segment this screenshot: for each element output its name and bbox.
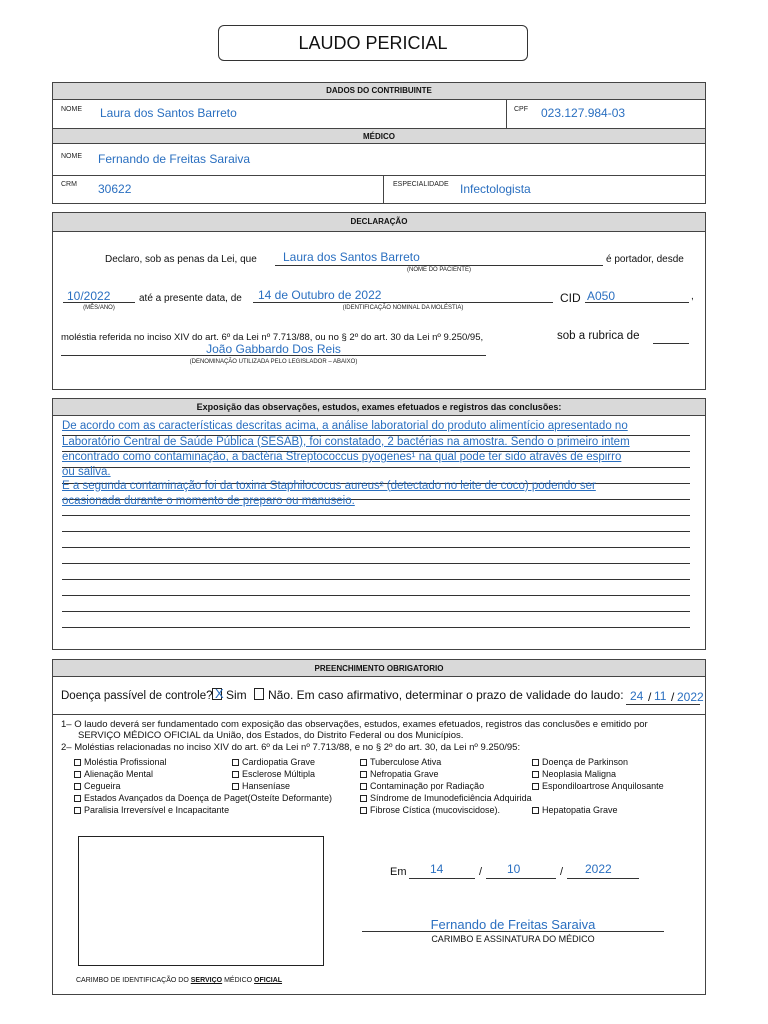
doenca-item[interactable]: Esclerose Múltipla — [232, 769, 315, 779]
nota-1: 1– O laudo deverá ser fundamentado com exposição das observações, estudos, exames efetuados, registros das conclusões e emitido por — [61, 719, 648, 730]
header-preenchimento: PREENCHIMENTO OBRIGATORIO — [53, 660, 705, 677]
cpf-label: CPF — [514, 106, 528, 113]
data-ano[interactable]: 2022 — [585, 862, 612, 876]
cpf-field[interactable]: 023.127.984-03 — [541, 106, 626, 120]
paciente-caption: (NOME DO PACIENTE) — [407, 267, 471, 273]
especialidade-field[interactable]: Infectologista — [460, 182, 531, 196]
title-box — [218, 25, 528, 61]
doenca-item[interactable]: Estados Avançados da Doença de Paget(Osteíte Deformante) — [74, 793, 332, 803]
em-label: Em — [390, 866, 407, 878]
doenca-item[interactable]: Nefropatia Grave — [360, 769, 439, 779]
assinatura-field[interactable]: Fernando de Freitas Saraiva — [430, 917, 596, 932]
sim-label: Sim — [226, 688, 247, 702]
data-dia[interactable]: 14 — [430, 862, 444, 876]
doenca-item[interactable]: Hanseníase — [232, 781, 290, 791]
validade-ano[interactable]: 2022 — [677, 690, 704, 704]
exposicao-text[interactable] — [62, 419, 690, 510]
exposicao-line: ou saliva. — [62, 465, 111, 478]
sim-check-mark: X — [215, 686, 224, 701]
pergunta-text: Doença passível de controle? — [61, 690, 213, 702]
section-contribuinte — [52, 82, 706, 204]
header-declaracao: DECLARAÇÃO — [53, 213, 705, 232]
cid-label: CID — [560, 291, 581, 305]
denominacao-field[interactable]: João Gabbardo Dos Reis — [206, 342, 341, 356]
header-contribuinte: DADOS DO CONTRIBUINTE — [53, 83, 705, 100]
validade-mes[interactable]: 11 — [654, 689, 667, 703]
molestia-field[interactable]: 14 de Outubro de 2022 — [258, 288, 382, 302]
doenca-item[interactable]: Cegueira — [74, 781, 121, 791]
nota-1b: SERVIÇO MÉDICO OFICIAL da União, dos Estados, do Distrito Federal ou dos Municípios. — [78, 730, 464, 741]
doenca-item[interactable]: Alienação Mental — [74, 769, 153, 779]
ate-text: até a presente data, de — [139, 293, 242, 304]
nao-checkbox[interactable] — [254, 688, 264, 700]
mes-ano-field[interactable]: 10/2022 — [67, 289, 111, 303]
header-medico: MÉDICO — [53, 128, 705, 144]
validade-dia[interactable]: 24 — [630, 689, 644, 703]
exposicao-line: Laboratório Central de Saúde Pública (SESAB), foi constatado, 2 bactérias na amostra. Sendo o primeiro intem — [62, 435, 630, 448]
doenca-item[interactable]: Hepatopatia Grave — [532, 805, 618, 815]
molestia-caption: (IDENTIFICAÇÃO NOMINAL DA MOLÉSTIA) — [342, 305, 464, 311]
nao-label: Não. Em caso afirmativo, determinar o prazo de validade do laudo: — [268, 688, 624, 702]
exposicao-line: ocasionada durante o momento de preparo ou manuseio. — [62, 495, 355, 507]
page-title: LAUDO PERICIAL — [298, 33, 448, 53]
exposicao-line: De acordo com as características descritas acima, a análise laboratorial do produto alimentício apresentado no — [62, 420, 628, 432]
doenca-item[interactable]: Espondiloartrose Anquilosante — [532, 781, 664, 791]
paciente-field[interactable]: Laura dos Santos Barreto — [283, 250, 420, 264]
medico-nome-label: NOME — [61, 153, 82, 160]
crm-field[interactable]: 30622 — [98, 182, 132, 196]
rubrica-text: sob a rubrica de — [557, 330, 640, 342]
especialidade-label: ESPECIALIDADE — [393, 181, 449, 188]
doenca-item[interactable]: Moléstia Profissional — [74, 757, 167, 767]
exposicao-line: encontrado como contaminação, a bactéria Streptococcus pyogenes¹ na qual pode ter sido através de espirro — [62, 451, 622, 463]
data-mes[interactable]: 10 — [507, 862, 521, 876]
exposicao-line: E a segunda contaminação foi da toxina Staphilococus aureus² (detectado no leite de coco) podendo ser — [62, 479, 596, 492]
carimbo-caption: CARIMBO DE IDENTIFICAÇÃO DO SERVIÇO MÉDICO OFICIAL — [76, 977, 283, 984]
doenca-item[interactable]: Síndrome de Imunodeficiência Adquirida — [360, 793, 532, 803]
assinatura-caption: CARIMBO E ASSINATURA DO MÉDICO — [431, 934, 595, 944]
nome-label: NOME — [61, 106, 82, 113]
portador-text: é portador, desde — [606, 254, 684, 265]
doenca-item[interactable]: Fibrose Cística (mucoviscidose). — [360, 805, 500, 815]
crm-label: CRM — [61, 181, 77, 188]
doenca-item[interactable]: Neoplasia Maligna — [532, 769, 616, 779]
contribuinte-nome-field[interactable]: Laura dos Santos Barreto — [100, 106, 237, 120]
carimbo-servico-box[interactable] — [78, 836, 324, 966]
declaro-text: Declaro, sob as penas da Lei, que — [105, 254, 257, 265]
medico-nome-field[interactable]: Fernando de Freitas Saraiva — [98, 152, 251, 166]
doenca-item[interactable]: Contaminação por Radiação — [360, 781, 484, 791]
molestia-text: moléstia referida no inciso XIV do art. 6º da Lei nº 7.713/88, ou no § 2º do art. 30 da Lei nº 9.250/95, — [61, 332, 484, 343]
nota-2: 2– Moléstias relacionadas no inciso XIV do art. 6º da Lei nº 7.713/88, e no § 2º do art. 30, da Lei nº 9.250/95: — [61, 742, 521, 753]
doenca-item[interactable]: Doença de Parkinson — [532, 757, 628, 767]
mes-ano-caption: (MÊS/ANO) — [83, 305, 115, 311]
doenca-item[interactable]: Cardiopatia Grave — [232, 757, 315, 767]
doenca-item[interactable]: Tuberculose Ativa — [360, 757, 441, 767]
section-declaracao: DECLARAÇÃO Declaro, sob as penas da Lei, que Laura dos Santos Barreto (NOME DO PACIENTE) é portador, desde 10/2022 (MÊS/ANO) até a presente data, de 14 de Outubro de 2022 (IDENTIFICAÇÃO NOMINAL DA MOLÉSTIA) CID A050 , moléstia referida no inciso XIV do art. 6º da Lei nº 7.713/88, ou no § 2º do art. 30 da Lei nº 9.250/95, sob a rubrica de João Gabbardo Dos Reis (DENOMINAÇÃO UTILIZADA PELO LEGISLADOR – ABAIXO) — [52, 212, 706, 390]
header-exposicao: Exposição das observações, estudos, exames efetuados e registros das conclusões: — [53, 399, 705, 416]
cid-field[interactable]: A050 — [587, 289, 616, 303]
doenca-item[interactable]: Paralisia Irreversível e Incapacitante — [74, 805, 229, 815]
denominacao-caption: (DENOMINAÇÃO UTILIZADA PELO LEGISLADOR – ABAIXO) — [189, 359, 358, 365]
